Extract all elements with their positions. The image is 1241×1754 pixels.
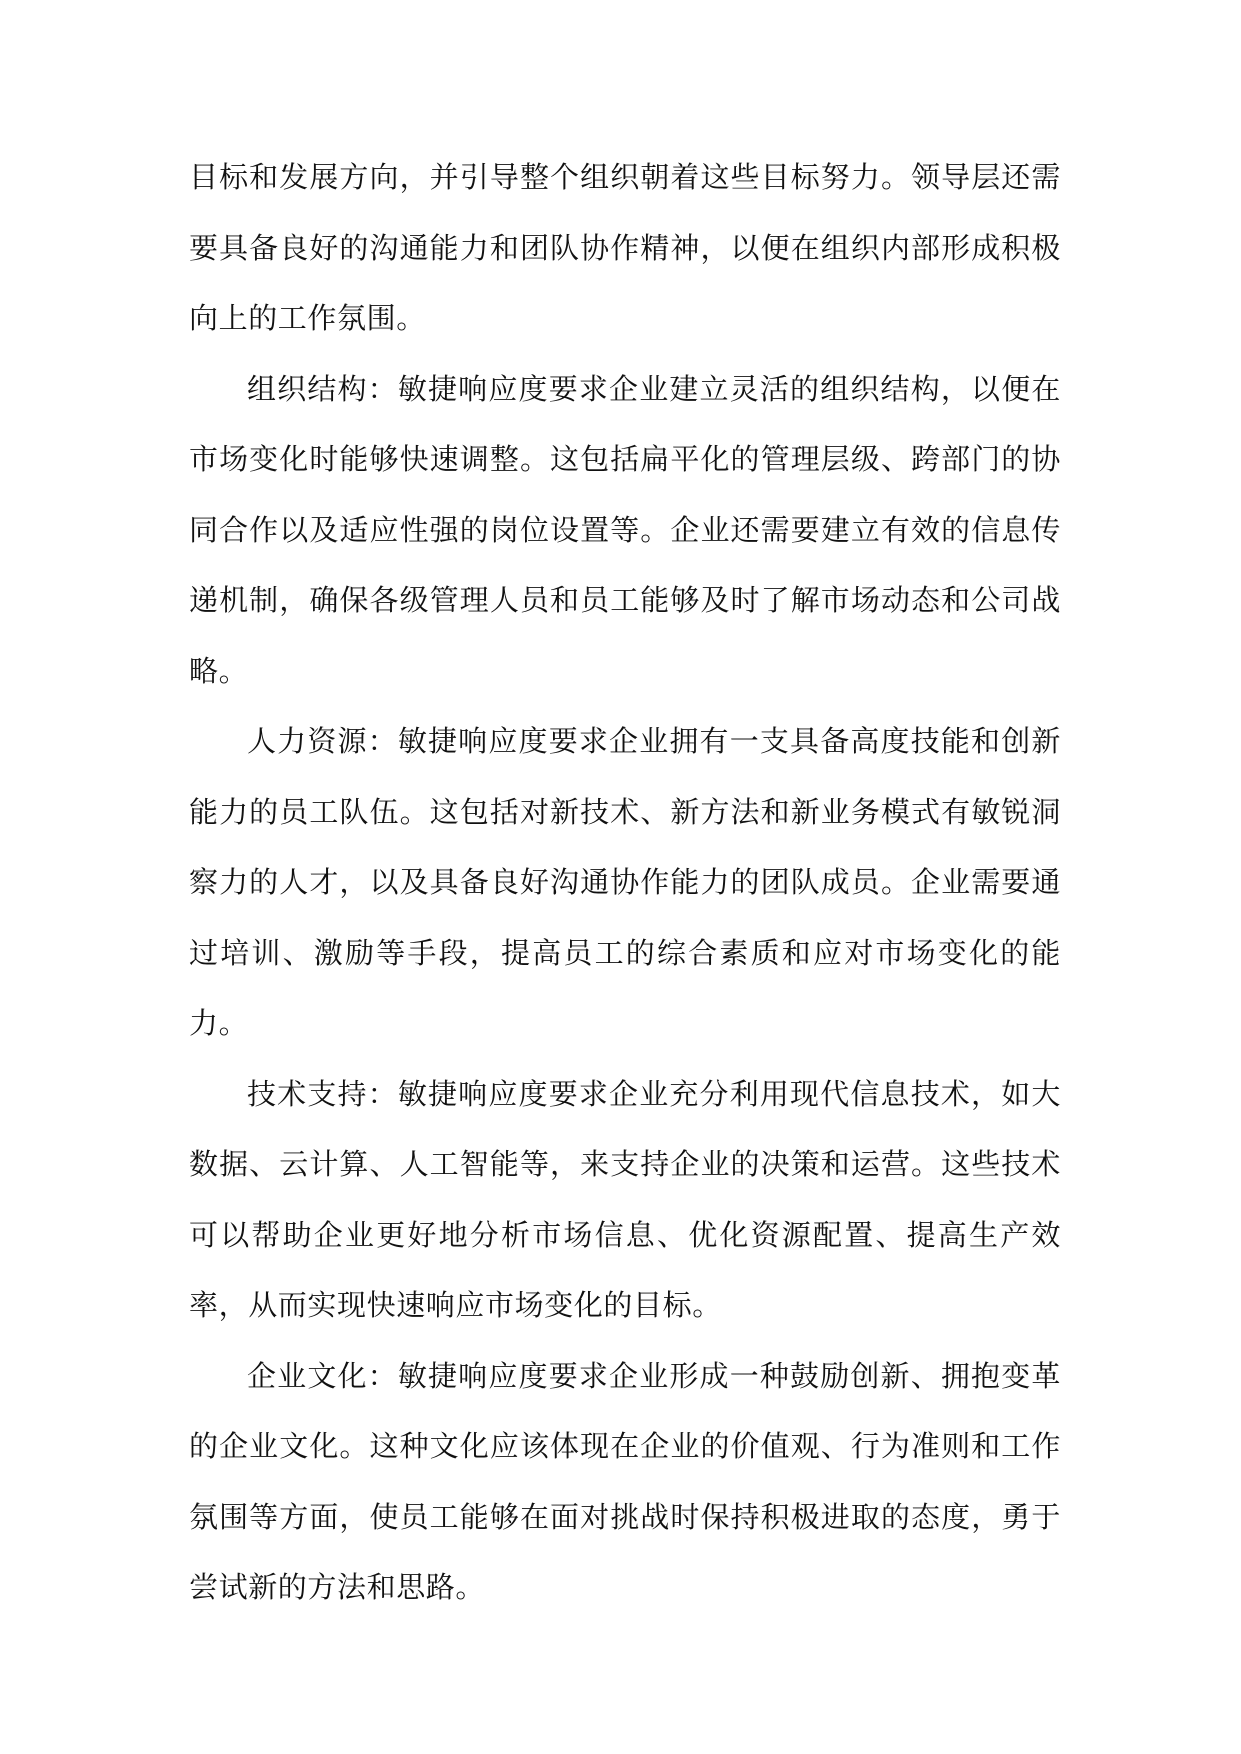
paragraph-organizational-structure: 组织结构：敏捷响应度要求企业建立灵活的组织结构，以便在市场变化时能够快速调整。这包括扁平化的管理层级、跨部门的协同合作以及适应性强的岗位设置等。企业还需要建立有效的信息传递机制，确保各级管理人员和员工能够及时了解市场动态和公司战略。: [189, 371, 1061, 688]
document-body: [189, 142, 1061, 1623]
paragraph-corporate-culture: 企业文化：敏捷响应度要求企业形成一种鼓励创新、拥抱变革的企业文化。这种文化应该体现在企业的价值观、行为准则和工作氛围等方面，使员工能够在面对挑战时保持积极进取的态度，勇于尝试新的方法和思路。: [189, 1358, 1061, 1604]
paragraph-technical-support: 技术支持：敏捷响应度要求企业充分利用现代信息技术，如大数据、云计算、人工智能等，来支持企业的决策和运营。这些技术可以帮助企业更好地分析市场信息、优化资源配置、提高生产效率，从而实现快速响应市场变化的目标。: [189, 1076, 1061, 1322]
paragraph-leadership-continued: 目标和发展方向，并引导整个组织朝着这些目标努力。领导层还需要具备良好的沟通能力和团队协作精神，以便在组织内部形成积极向上的工作氛围。: [189, 160, 1061, 335]
paragraph-human-resources: 人力资源：敏捷响应度要求企业拥有一支具备高度技能和创新能力的员工队伍。这包括对新技术、新方法和新业务模式有敏锐洞察力的人才，以及具备良好沟通协作能力的团队成员。企业需要通过培训、激励等手段，提高员工的综合素质和应对市场变化的能力。: [189, 724, 1061, 1040]
